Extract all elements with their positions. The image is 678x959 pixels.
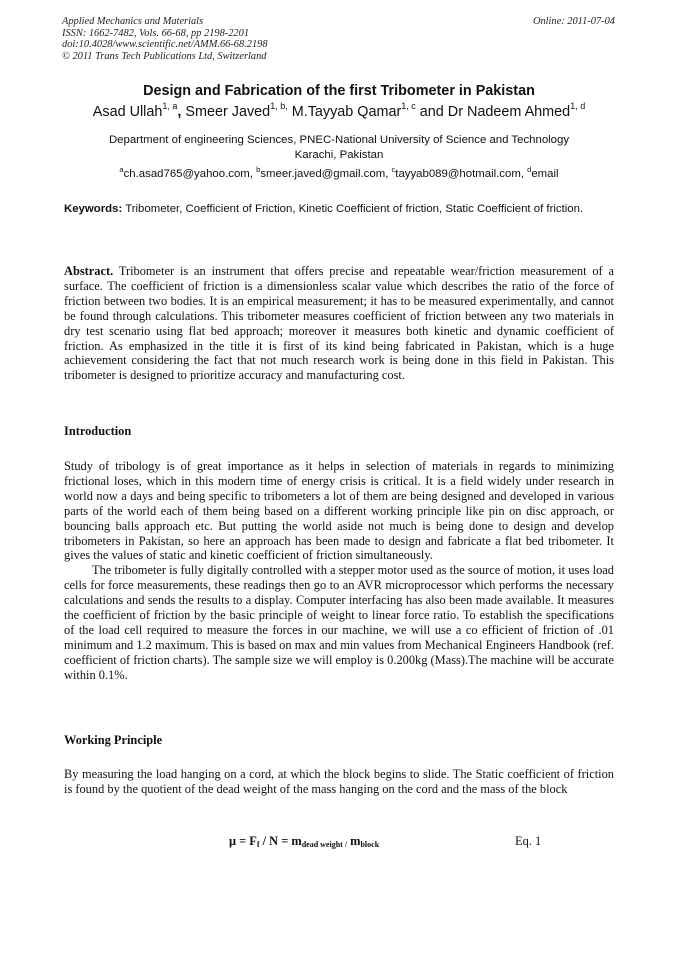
- author-separator: and: [415, 104, 448, 120]
- keywords: [64, 202, 614, 217]
- author-affiliation-marker: 1, d: [570, 101, 586, 111]
- equation-lhs: μ = F: [229, 834, 257, 848]
- equation-subscript: f: [256, 840, 260, 849]
- body-paragraph: Study of tribology is of great importance as it helps in selection of materials in regards to minimizing frictional loses, which in this modern time of energy crisis is critical. It is a field widely under research in world now a days and being specific to tribometers a lot of them are being designed and developed in various parts of the world each of them being based on a different working principle like pin on disc approach, or bouncing balls approach etc. But putting the world aside not much is being done to design and develop tribometers in Pakistan, so here an approach has been made to design and fabricate a flat bed tribometer. It gives the values of static and kinetic coefficient of friction simultaneously.: [64, 459, 614, 563]
- author-name: Asad Ullah: [92, 104, 163, 120]
- paper-title: Design and Fabrication of the first Tribometer in Pakistan: [143, 83, 535, 99]
- equation-mass: m: [347, 834, 361, 848]
- affiliation-department: Department of engineering Sciences, PNEC-National University of Science and Technology: [108, 134, 570, 146]
- body-paragraph: The tribometer is fully digitally controlled with a stepper motor used as the source of motion, it uses load cells for force measurements, these readings then go to an AVR microprocessor which performs the necessary calculations and sends the results to a display. Computer interfacing has also been made available. It measures the coefficient of friction by the basic principle of weight to linear force ratio. To establish the specifications of the load cell required to measure the forces in our machine, we will use a co efficient of friction of .01 minimum and 1.2 maximum. This is based on max and min values from Mechanical Engineers Handbook (ref. coefficient of friction charts). The sample size we will employ is 0.200kg (Mass).The machine will be accurate within 0.1%.: [64, 563, 614, 682]
- email-list: [0, 167, 678, 181]
- affiliation: [64, 133, 614, 163]
- author-affiliation-marker: 1, c: [401, 101, 416, 111]
- email-marker: b: [256, 165, 261, 174]
- journal-copyright: © 2011 Trans Tech Publications Ltd, Switzerland: [62, 50, 267, 62]
- abstract: [64, 264, 614, 383]
- section-heading-introduction: Introduction: [64, 424, 132, 438]
- abstract-paragraph: [64, 264, 614, 383]
- email-separator: ,: [249, 168, 257, 180]
- email-separator: ,: [385, 168, 392, 180]
- equation-subscript: block: [360, 840, 380, 849]
- author-affiliation-marker: 1, b,: [270, 101, 288, 111]
- equation-middle: / N = m: [259, 834, 302, 848]
- introduction-body: [64, 459, 614, 683]
- keywords-label: Keywords:: [64, 203, 123, 215]
- section-heading-working-principle: Working Principle: [64, 733, 163, 747]
- equation-1: [229, 834, 379, 849]
- email-link[interactable]: smeer.javed@gmail.com: [260, 168, 386, 180]
- email-marker: c: [391, 165, 396, 174]
- abstract-label: Abstract.: [64, 264, 114, 278]
- email-link[interactable]: email: [531, 168, 559, 180]
- email-separator: ,: [520, 168, 528, 180]
- author-name: Smeer Javed: [185, 104, 271, 120]
- author-separator: ,: [177, 104, 186, 120]
- journal-name: Applied Mechanics and Materials: [62, 16, 204, 27]
- author-name: Dr Nadeem Ahmed: [447, 104, 571, 120]
- working-principle-body: [64, 767, 614, 797]
- email-marker: a: [119, 165, 124, 174]
- email-link[interactable]: tayyab089@hotmail.com: [395, 168, 521, 180]
- author-list: [0, 101, 678, 121]
- journal-header: [62, 16, 268, 62]
- author-name: M.Tayyab Qamar: [291, 104, 402, 120]
- author-affiliation-marker: 1, a: [162, 101, 178, 111]
- affiliation-city: Karachi, Pakistan: [294, 149, 384, 161]
- equation-subscript: dead weight /: [301, 840, 348, 849]
- equation-label: Eq. 1: [515, 834, 542, 848]
- online-date: Online: 2011-07-04: [532, 16, 615, 27]
- journal-doi[interactable]: doi:10.4028/www.scientific.net/AMM.66-68.2198: [62, 39, 268, 50]
- email-link[interactable]: ch.asad765@yahoo.com: [123, 168, 250, 180]
- journal-issn: ISSN: 1662-7482, Vols. 66-68, pp 2198-2201: [62, 27, 250, 39]
- body-paragraph: By measuring the load hanging on a cord, at which the block begins to slide. The Static coefficient of friction is found by the quotient of the dead weight of the mass hanging on the cord and the mass of the block: [64, 767, 614, 796]
- keywords-text: Tribometer, Coefficient of Friction, Kinetic Coefficient of friction, Static Coefficient of friction.: [125, 203, 584, 215]
- email-marker: d: [527, 165, 532, 174]
- abstract-text: Tribometer is an instrument that offers precise and repeatable wear/friction measurement of a surface. The coefficient of friction is a dimensionless scalar value which describes the ratio of the force of friction between two bodies. It is an empirical measurement; it has to be measured experimentally, and cannot be found through calculations. This tribometer measures coefficient of friction between any two materials in dry test scenario using flat bed approach; moreover it measures both kinetic and dynamic coefficient of friction. As emphasized in the title it is first of its kind being fabricated in Pakistan, which is a huge achievement considering the fact that not much research work is being done in this field in Pakistan. This tribometer is designed to prioritize accuracy and manufacturing cost.: [64, 264, 614, 383]
